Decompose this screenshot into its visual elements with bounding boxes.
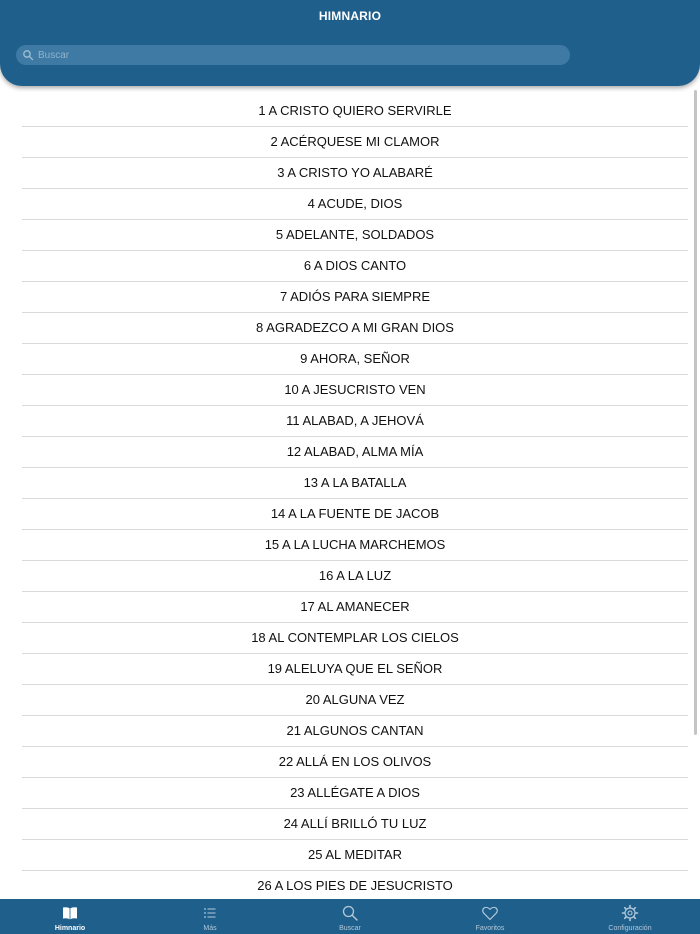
hymn-row[interactable]: 6 A DIOS CANTO [22, 251, 688, 282]
hymn-row[interactable]: 23 ALLÉGATE A DIOS [22, 778, 688, 809]
hymn-row[interactable]: 1 A CRISTO QUIERO SERVIRLE [22, 96, 688, 127]
hymn-row[interactable]: 12 ALABAD, ALMA MÍA [22, 437, 688, 468]
gear-icon [621, 904, 639, 922]
tab-label: Más [203, 925, 217, 932]
hymn-row[interactable]: 11 ALABAD, A JEHOVÁ [22, 406, 688, 437]
tab-label: Himnario [54, 925, 86, 932]
hymn-row[interactable]: 19 ALELUYA QUE EL SEÑOR [22, 654, 688, 685]
book-icon [61, 904, 79, 922]
hymn-row[interactable]: 4 ACUDE, DIOS [22, 189, 688, 220]
hymn-row[interactable]: 8 AGRADEZCO A MI GRAN DIOS [22, 313, 688, 344]
tab-label: Favoritos [475, 925, 505, 932]
hymn-row[interactable]: 22 ALLÁ EN LOS OLIVOS [22, 747, 688, 778]
tab-himnario[interactable] [0, 899, 140, 934]
hymn-row[interactable]: 25 AL MEDITAR [22, 840, 688, 871]
hymn-row[interactable]: 17 AL AMANECER [22, 592, 688, 623]
scrollbar[interactable] [694, 90, 697, 735]
header [0, 0, 700, 86]
hymn-row[interactable]: 18 AL CONTEMPLAR LOS CIELOS [22, 623, 688, 654]
tab-mas[interactable] [140, 899, 280, 934]
hymn-row[interactable]: 7 ADIÓS PARA SIEMPRE [22, 282, 688, 313]
search-input[interactable] [38, 50, 538, 61]
hymn-row[interactable]: 10 A JESUCRISTO VEN [22, 375, 688, 406]
tab-bar [0, 899, 700, 934]
list-icon [201, 904, 219, 922]
search-icon [341, 904, 359, 922]
hymn-row[interactable]: 20 ALGUNA VEZ [22, 685, 688, 716]
hymn-row[interactable]: 3 A CRISTO YO ALABARÉ [22, 158, 688, 189]
hymn-row[interactable]: 26 A LOS PIES DE JESUCRISTO [22, 871, 688, 900]
tab-favoritos[interactable] [420, 899, 560, 934]
tab-buscar[interactable] [280, 899, 420, 934]
hymn-row[interactable]: 5 ADELANTE, SOLDADOS [22, 220, 688, 251]
hymn-row[interactable]: 9 AHORA, SEÑOR [22, 344, 688, 375]
heart-icon [481, 904, 499, 922]
hymn-row[interactable]: 13 A LA BATALLA [22, 468, 688, 499]
hymn-list [22, 96, 688, 900]
tab-configuracion[interactable] [560, 899, 700, 934]
hymn-row[interactable]: 2 ACÉRQUESE MI CLAMOR [22, 127, 688, 158]
hymn-row[interactable]: 15 A LA LUCHA MARCHEMOS [22, 530, 688, 561]
hymn-row[interactable]: 21 ALGUNOS CANTAN [22, 716, 688, 747]
hymn-row[interactable]: 16 A LA LUZ [22, 561, 688, 592]
tab-label: Buscar [339, 925, 361, 932]
hymn-row[interactable]: 24 ALLÍ BRILLÓ TU LUZ [22, 809, 688, 840]
page-title: HIMNARIO [318, 9, 382, 23]
search-icon [22, 49, 34, 61]
tab-label: Configuración [608, 925, 652, 932]
hymn-row[interactable]: 14 A LA FUENTE DE JACOB [22, 499, 688, 530]
search-bar[interactable] [16, 45, 570, 65]
